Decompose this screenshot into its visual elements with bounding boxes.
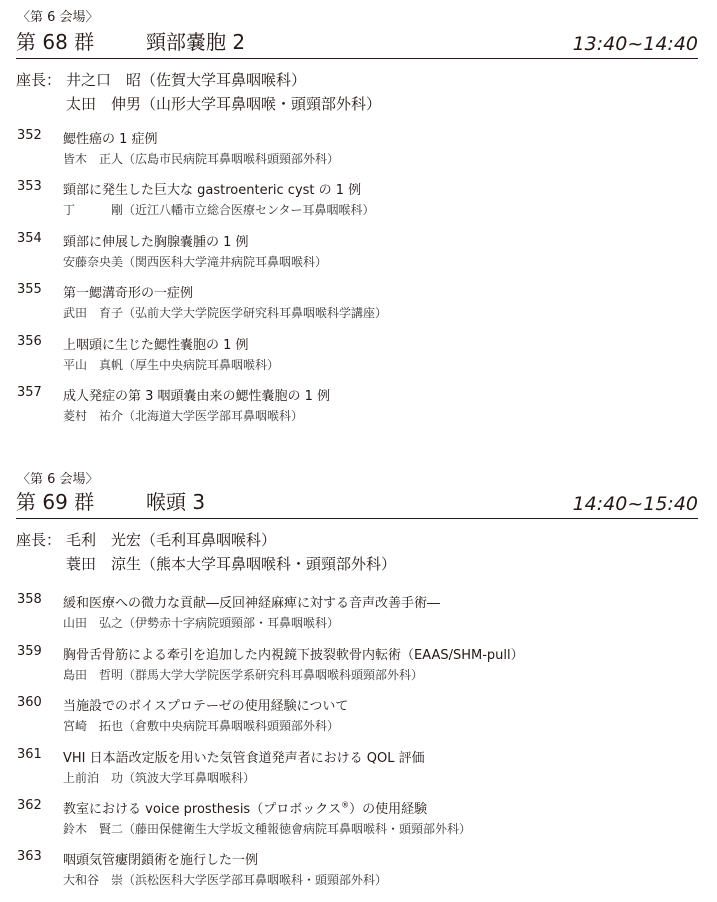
paper-entry	[0, 179, 717, 223]
paper-entry	[0, 849, 717, 893]
chair-label: 座長：	[16, 71, 62, 89]
paper-title: 頸部に伸展した胸腺嚢腫の 1 例	[63, 235, 249, 250]
paper-title: VHI 日本語改定版を用いた気管食道発声者における QOL 評価	[63, 751, 425, 766]
group-number: 第 68 群	[16, 30, 95, 54]
venue-label: 〈第 6 会場〉	[17, 10, 99, 25]
paper-number: 361	[17, 747, 42, 762]
paper-title: 緩和医療への微力な貢献―反回神経麻痺に対する音声改善手術―	[63, 596, 441, 611]
paper-number: 353	[17, 179, 42, 194]
paper-number: 354	[17, 231, 42, 246]
session-header	[16, 488, 698, 519]
paper-title	[63, 798, 427, 817]
paper-entry	[0, 385, 717, 429]
paper-author: 上前泊 功（筑波大学耳鼻咽喉科）	[63, 771, 256, 785]
paper-title: 上咽頭に生じた鰓性嚢胞の 1 例	[63, 338, 249, 353]
paper-entry	[0, 798, 717, 842]
paper-entry	[0, 644, 717, 688]
paper-author: 大和谷 崇（浜松医科大学医学部耳鼻咽喉科・頭頸部外科）	[63, 873, 388, 887]
paper-number: 358	[17, 592, 42, 607]
chairperson: 井之口 昭（佐賀大学耳鼻咽喉科）	[66, 71, 307, 89]
paper-title: 鰓性癌の 1 症例	[63, 132, 158, 147]
paper-title: 頸部に発生した巨大な gastroenteric cyst の 1 例	[63, 183, 362, 198]
group-title: 頸部嚢胞 2	[146, 30, 246, 54]
paper-entry	[0, 592, 717, 636]
paper-entry	[0, 695, 717, 739]
paper-author: 鈴木 賢二（藤田保健衛生大学坂文種報徳會病院耳鼻咽喉科・頭頸部外科）	[63, 822, 472, 836]
chairperson: 太田 伸男（山形大学耳鼻咽喉・頭頸部外科）	[66, 95, 382, 113]
paper-number: 359	[17, 644, 42, 659]
paper-number: 362	[17, 798, 42, 813]
paper-author: 武田 育子（弘前大学大学院医学研究科耳鼻咽喉科学講座）	[63, 306, 388, 320]
paper-number: 357	[17, 385, 42, 400]
paper-number: 363	[17, 849, 42, 864]
chairperson: 毛利 光宏（毛利耳鼻咽喉科）	[66, 531, 277, 549]
paper-title-text: 教室における voice prosthesis（プロボックス	[63, 802, 342, 817]
paper-number: 355	[17, 282, 42, 297]
paper-author: 山田 弘之（伊勢赤十字病院頭頸部・耳鼻咽喉科）	[63, 616, 340, 630]
session-header	[16, 28, 698, 59]
group-title: 喉頭 3	[146, 490, 206, 514]
group-number: 第 69 群	[16, 490, 95, 514]
paper-title: 胸骨舌骨筋による牽引を追加した内視鏡下披裂軟骨内転術（EAAS/SHM-pull）	[63, 648, 524, 663]
paper-entry	[0, 282, 717, 326]
paper-entry	[0, 231, 717, 275]
registered-mark: ®	[341, 800, 350, 810]
paper-author: 安藤奈央美（関西医科大学滝井病院耳鼻咽喉科）	[63, 255, 328, 269]
paper-entry	[0, 128, 717, 172]
paper-author: 平山 真帆（厚生中央病院耳鼻咽喉科）	[63, 358, 280, 372]
paper-author: 菱村 祐介（北海道大学医学部耳鼻咽喉科）	[63, 409, 304, 423]
session-time: 13:40~14:40	[572, 33, 698, 55]
paper-title: 咽頭気管瘻閉鎖術を施行した一例	[63, 853, 259, 868]
paper-author: 宮崎 拓也（倉敷中央病院耳鼻咽喉科頭頸部外科）	[63, 719, 340, 733]
paper-number: 352	[17, 128, 42, 143]
paper-entry	[0, 334, 717, 378]
paper-entry	[0, 747, 717, 791]
paper-title: 当施設でのボイスプロテーゼの使用経験について	[63, 699, 349, 714]
paper-author: 皆木 正人（広島市民病院耳鼻咽喉科頭頸部外科）	[63, 152, 340, 166]
paper-number: 356	[17, 334, 42, 349]
paper-title: 成人発症の第 3 咽頭嚢由来の鰓性嚢胞の 1 例	[63, 389, 331, 404]
session-time: 14:40~15:40	[572, 493, 698, 515]
paper-title: 第一鰓溝奇形の一症例	[63, 286, 194, 301]
chairperson: 蓑田 涼生（熊本大学耳鼻咽喉科・頭頸部外科）	[66, 555, 397, 573]
chair-label: 座長：	[16, 531, 62, 549]
paper-title-text: ）の使用経験	[349, 802, 428, 817]
paper-number: 360	[17, 695, 42, 710]
paper-author: 丁 剛（近江八幡市立総合医療センター耳鼻咽喉科）	[63, 203, 375, 217]
paper-author: 島田 哲明（群馬大学大学院医学系研究科耳鼻咽喉科頭頸部外科）	[63, 668, 424, 682]
venue-label: 〈第 6 会場〉	[17, 472, 99, 487]
